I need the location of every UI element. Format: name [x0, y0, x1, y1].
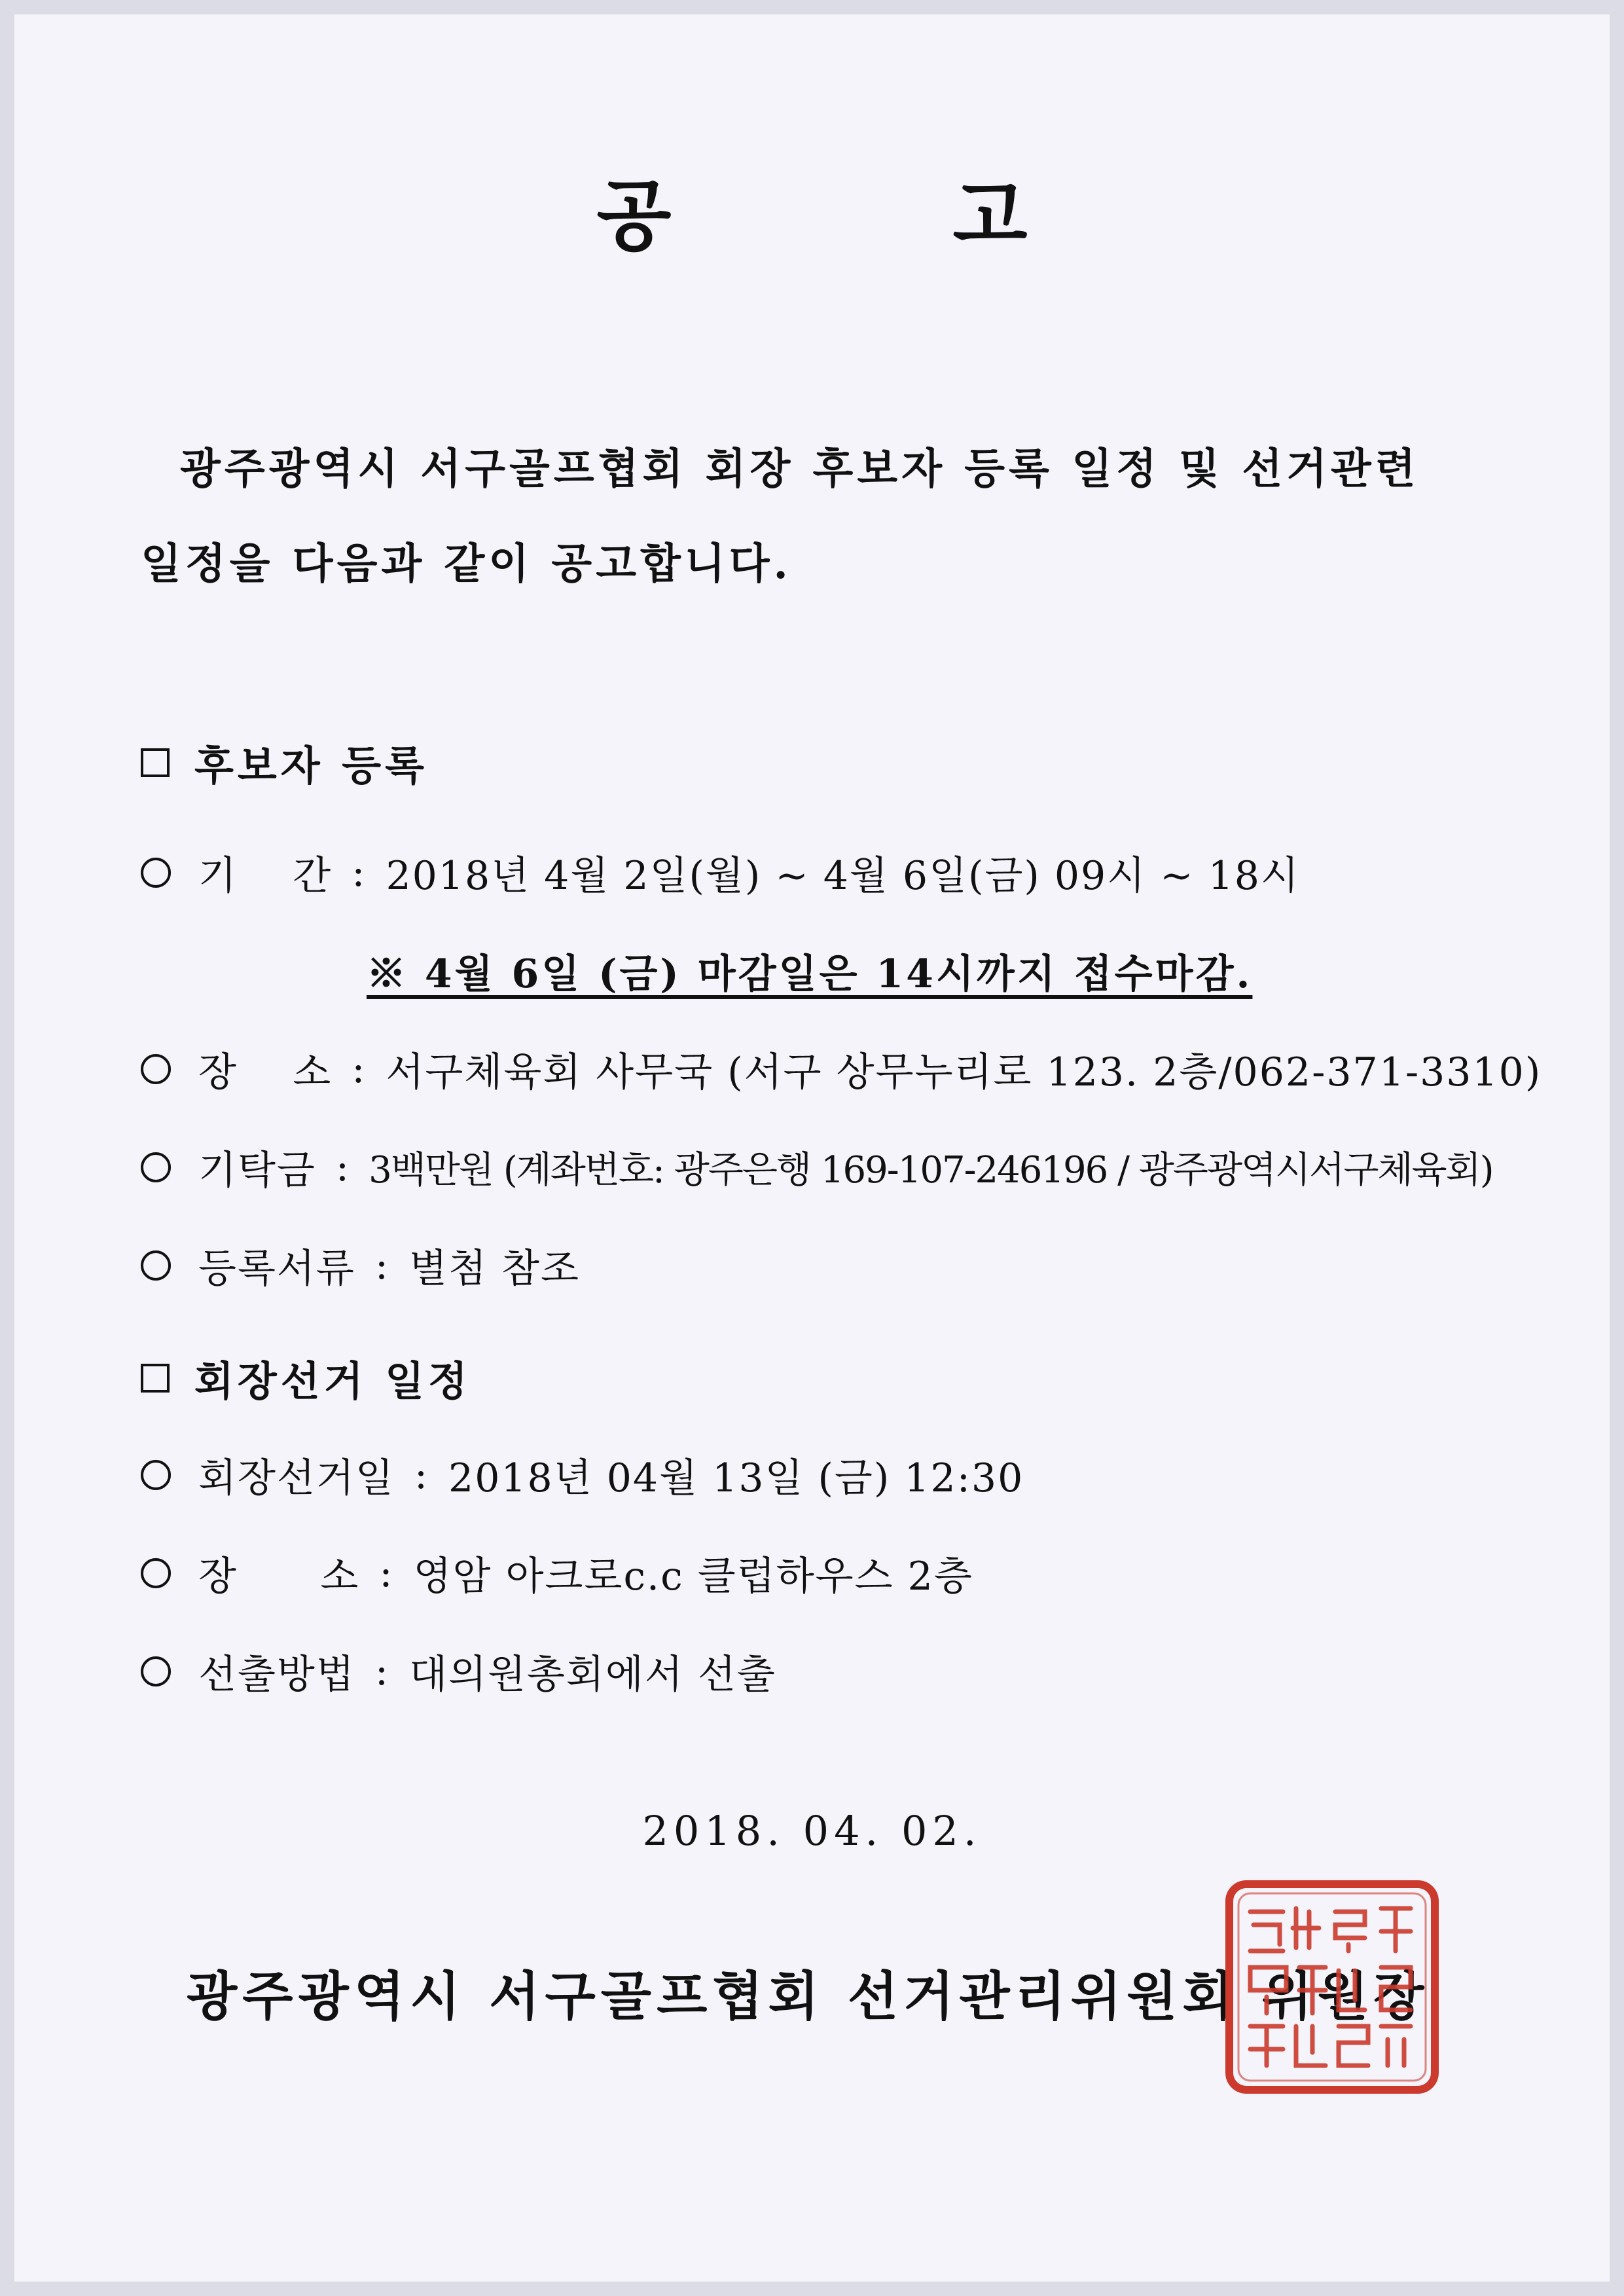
- item-documents: [141, 1237, 580, 1294]
- bullet-circle-icon: [141, 1152, 171, 1182]
- item-label: 기탁금: [198, 1148, 316, 1194]
- section-title: 후보자 등록: [194, 742, 429, 790]
- item-colon: :: [352, 850, 367, 896]
- item-colon: :: [374, 1649, 390, 1694]
- section-registration-heading: [141, 733, 428, 792]
- page-title: [0, 154, 1624, 265]
- item-period: [141, 845, 1300, 901]
- item-value: 2018년 04월 13일 (금) 12:30: [448, 1455, 1024, 1501]
- title-char-2: 고: [952, 170, 1028, 261]
- item-label: 선출방법: [198, 1652, 355, 1698]
- deadline-note: ※ 4월 6일 (금) 마감일은 14시까지 접수마감.: [367, 951, 1253, 997]
- item-label: 회장선거일: [198, 1455, 395, 1501]
- item-colon: :: [379, 1550, 394, 1596]
- item-value: 영암 아크로c.c 클럽하우스 2층: [413, 1554, 973, 1599]
- checkbox-square-icon: [141, 1364, 170, 1393]
- bullet-circle-icon: [141, 1558, 171, 1588]
- intro-line-1: 광주광역시 서구골프협회 회장 후보자 등록 일정 및 선거관련: [180, 445, 1420, 494]
- item-value: 별첨 참조: [409, 1246, 580, 1292]
- item-label: 장 소: [198, 1049, 333, 1095]
- item-election-date: [141, 1447, 1024, 1503]
- item-colon: :: [414, 1452, 429, 1498]
- intro-line-2: 일정을 다음과 같이 공고합니다.: [141, 539, 792, 589]
- issue-date: 2018. 04. 02.: [642, 1807, 982, 1855]
- bullet-circle-icon: [141, 1054, 171, 1084]
- checkbox-square-icon: [141, 748, 170, 777]
- section-election-heading: [141, 1349, 471, 1407]
- item-value: 2018년 4월 2일(월) ~ 4월 6일(금) 09시 ~ 18시: [386, 853, 1300, 899]
- item-value: 서구체육회 사무국 (서구 상무누리로 123. 2층/062-371-3310): [386, 1049, 1542, 1095]
- item-colon: :: [352, 1046, 367, 1092]
- item-label: 장 소: [198, 1554, 360, 1599]
- official-seal-icon: [1224, 1879, 1440, 2095]
- item-deposit: [141, 1139, 1493, 1195]
- section-title: 회장선거 일정: [194, 1357, 471, 1405]
- item-label: 기 간: [198, 853, 333, 899]
- item-place: [141, 1041, 1542, 1097]
- item-label: 등록서류: [198, 1246, 355, 1292]
- item-value: 3백만원 (계좌번호: 광주은행 169-107-246196 / 광주광역시서구체육회): [369, 1149, 1493, 1192]
- item-election-place: [141, 1545, 973, 1601]
- bullet-circle-icon: [141, 858, 171, 888]
- bullet-circle-icon: [141, 1656, 171, 1686]
- item-value: 대의원총회에서 선출: [409, 1652, 776, 1698]
- item-colon: :: [374, 1243, 390, 1288]
- bullet-circle-icon: [141, 1250, 171, 1281]
- item-colon: :: [335, 1144, 350, 1190]
- title-char-1: 공: [596, 170, 672, 261]
- item-election-method: [141, 1643, 776, 1700]
- signer-name: 광주광역시 서구골프협회 선거관리위원회 위원장: [187, 1965, 1430, 2027]
- bullet-circle-icon: [141, 1460, 171, 1490]
